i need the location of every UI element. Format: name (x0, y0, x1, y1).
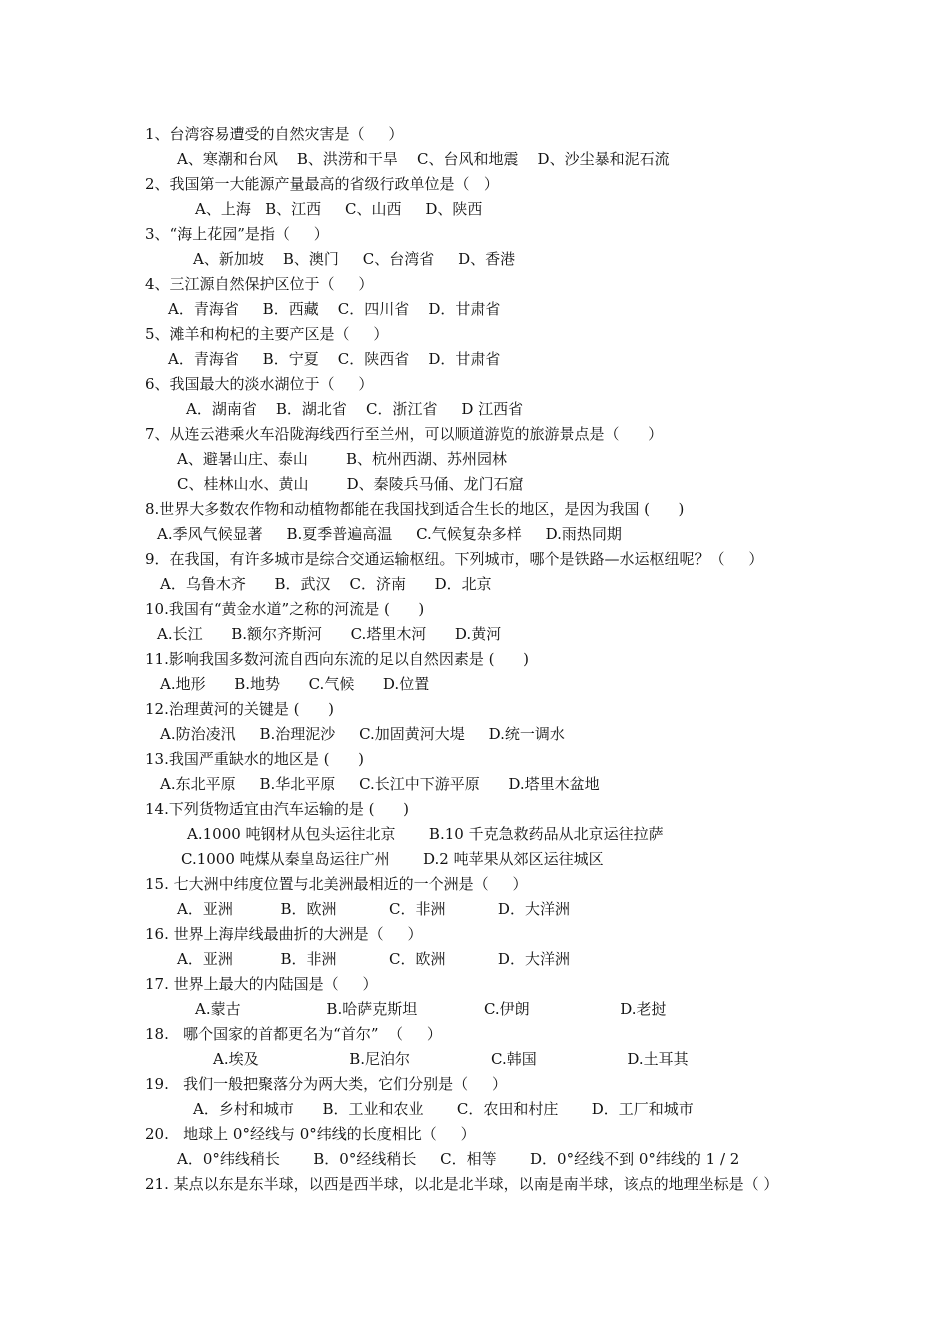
question-2: 2、我国第一大能源产量最高的省级行政单位是（ ） (145, 175, 499, 193)
question-4-options: A．青海省 B．西藏 C．四川省 D．甘肃省 (168, 300, 501, 318)
question-17: 17. 世界上最大的内陆国是（ ） (145, 975, 378, 993)
question-12: 12.治理黄河的关键是 ( ) (145, 700, 334, 718)
question-13-options: A.东北平原 B.华北平原 C.长江中下游平原 D.塔里木盆地 (160, 775, 600, 793)
question-11-options: A.地形 B.地势 C.气候 D.位置 (160, 675, 430, 693)
question-9: 9．在我国，有许多城市是综合交通运输枢纽。下列城市，哪个是铁路—水运枢纽呢？（ ） (145, 550, 764, 568)
question-18: 18. 哪个国家的首都更名为“首尔” （ ） (145, 1025, 442, 1043)
question-3: 3、“海上花园”是指（ ） (145, 225, 329, 243)
question-2-options: A、上海 B、江西 C、山西 D、陕西 (195, 200, 483, 218)
question-7: 7、从连云港乘火车沿陇海线西行至兰州，可以顺道游览的旅游景点是（ ） (145, 425, 664, 443)
question-9-options: A．乌鲁木齐 B．武汉 C．济南 D．北京 (160, 575, 492, 593)
question-7-options-1: A、避暑山庄、泰山 B、杭州西湖、苏州园林 (177, 450, 508, 468)
question-8: 8.世界大多数农作物和动植物都能在我国找到适合生长的地区，是因为我国 ( ) (145, 500, 685, 518)
question-16-options: A．亚洲 B．非洲 C．欧洲 D．大洋洲 (177, 950, 570, 968)
question-3-options: A、新加坡 B、澳门 C、台湾省 D、香港 (193, 250, 516, 268)
question-4: 4、三江源自然保护区位于（ ） (145, 275, 374, 293)
question-6-options: A．湖南省 B．湖北省 C．浙江省 D 江西省 (186, 400, 524, 418)
question-14-options-2: C.1000 吨煤从秦皇岛运往广州 D.2 吨苹果从郊区运往城区 (181, 850, 604, 868)
question-16: 16. 世界上海岸线最曲折的大洲是（ ） (145, 925, 423, 943)
question-20: 20. 地球上 0°经线与 0°纬线的长度相比（ ） (145, 1125, 476, 1143)
question-1-options: A、寒潮和台风 B、洪涝和干旱 C、台风和地震 D、沙尘暴和泥石流 (177, 150, 670, 168)
question-19-options: A．乡村和城市 B．工业和农业 C．农田和村庄 D．工厂和城市 (193, 1100, 694, 1118)
question-7-options-2: C、桂林山水、黄山 D、秦陵兵马俑、龙门石窟 (177, 475, 524, 493)
question-15-options: A．亚洲 B．欧洲 C．非洲 D．大洋洲 (177, 900, 570, 918)
question-20-options: A．0°纬线稍长 B．0°经线稍长 C．相等 D．0°经线不到 0°纬线的 1 / 2 (177, 1150, 740, 1168)
question-15: 15. 七大洲中纬度位置与北美洲最相近的一个洲是（ ） (145, 875, 528, 893)
question-19: 19. 我们一般把聚落分为两大类，它们分别是（ ） (145, 1075, 508, 1093)
question-13: 13.我国严重缺水的地区是 ( ) (145, 750, 364, 768)
question-8-options: A.季风气候显著 B.夏季普遍高温 C.气候复杂多样 D.雨热同期 (157, 525, 622, 543)
question-17-options: A.蒙古 B.哈萨克斯坦 C.伊朗 D.老挝 (195, 1000, 667, 1018)
question-10: 10.我国有“黄金水道”之称的河流是 ( ) (145, 600, 425, 618)
question-5-options: A．青海省 B．宁夏 C．陕西省 D．甘肃省 (168, 350, 501, 368)
question-18-options: A.埃及 B.尼泊尔 C.韩国 D.土耳其 (213, 1050, 689, 1068)
question-14-options-1: A.1000 吨钢材从包头运往北京 B.10 千克急救药品从北京运往拉萨 (187, 825, 664, 843)
question-1: 1、台湾容易遭受的自然灾害是（ ） (145, 125, 404, 143)
question-21: 21. 某点以东是东半球，以西是西半球，以北是北半球，以南是南半球，该点的地理坐标是（ ） (145, 1175, 779, 1193)
question-10-options: A.长江 B.额尔齐斯河 C.塔里木河 D.黄河 (157, 625, 502, 643)
question-12-options: A.防治凌汛 B.治理泥沙 C.加固黄河大堤 D.统一调水 (160, 725, 565, 743)
question-14: 14.下列货物适宜由汽车运输的是 ( ) (145, 800, 409, 818)
question-5: 5、滩羊和枸杞的主要产区是（ ） (145, 325, 389, 343)
question-6: 6、我国最大的淡水湖位于（ ） (145, 375, 374, 393)
question-11: 11.影响我国多数河流自西向东流的足以自然因素是 ( ) (145, 650, 529, 668)
